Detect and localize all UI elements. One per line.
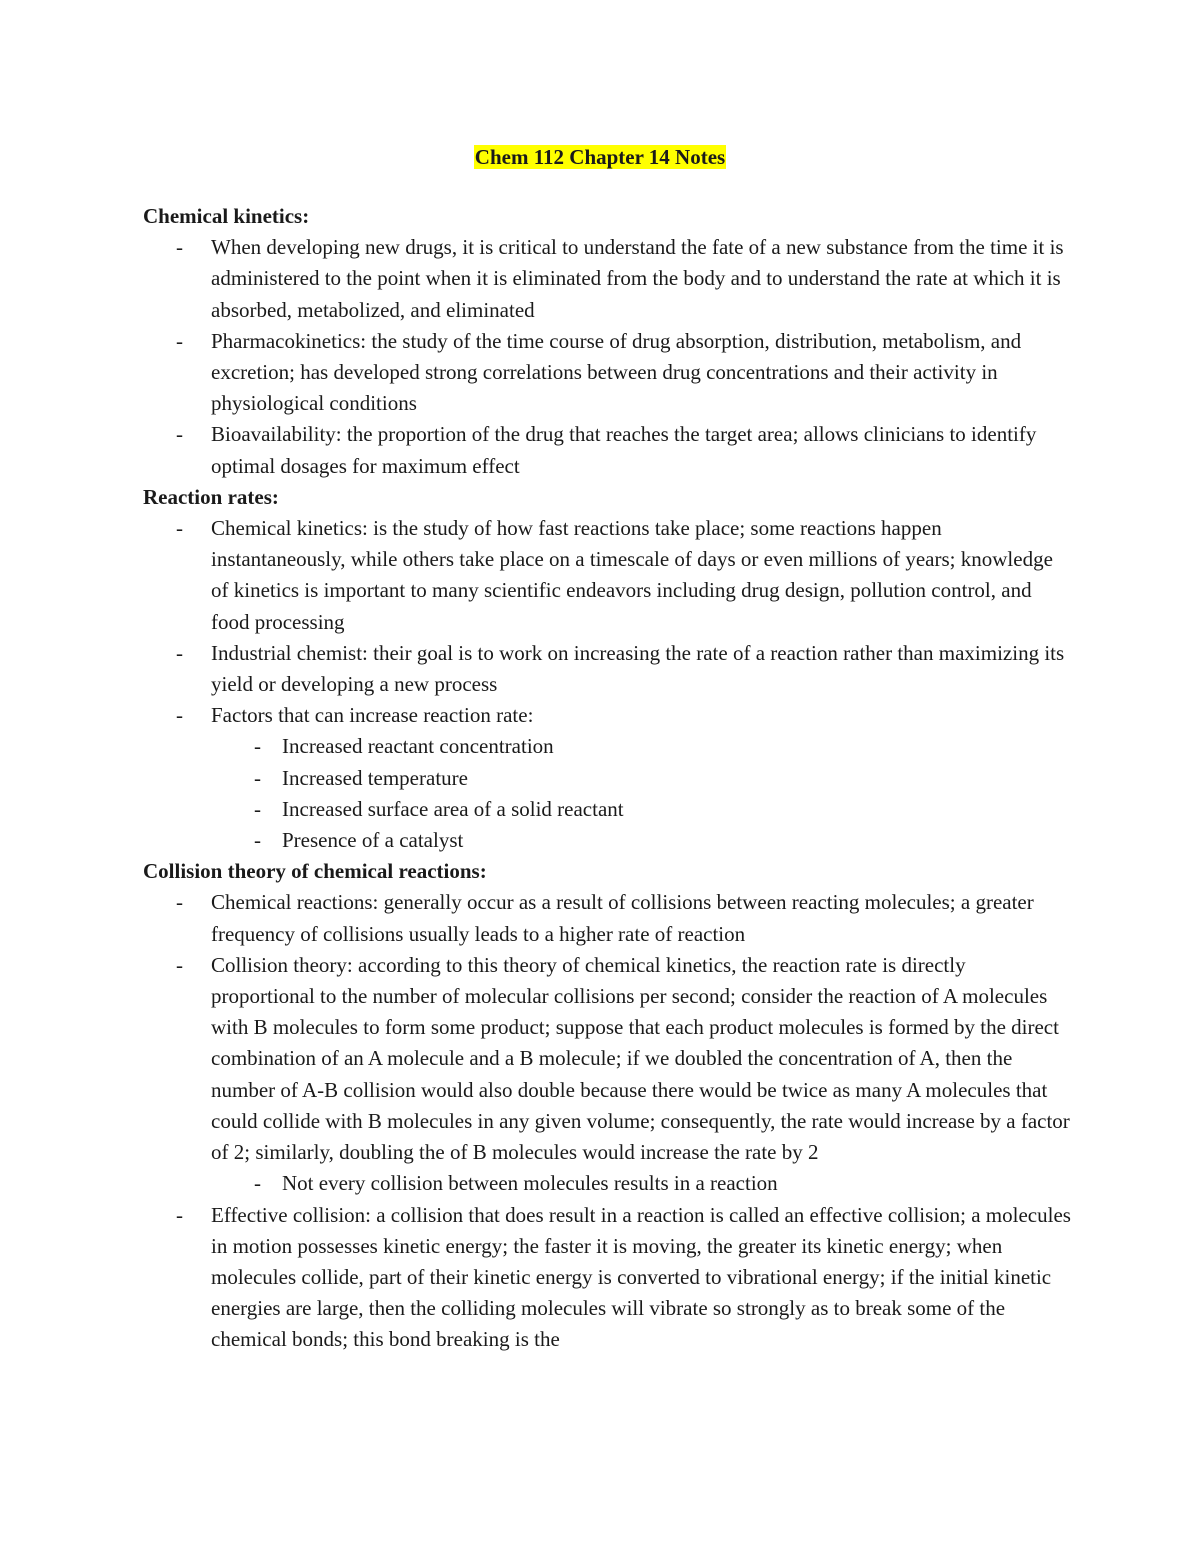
list-item xyxy=(143,638,1073,700)
sub-list-item xyxy=(214,763,1073,794)
list-item xyxy=(143,950,1073,1168)
sub-list-item-text: Increased reactant concentration xyxy=(282,734,554,759)
bullet-dash: - xyxy=(176,703,183,728)
list-item xyxy=(143,513,1073,638)
section-heading-chemical-kinetics: Chemical kinetics: xyxy=(143,204,310,228)
bullet-dash: - xyxy=(176,422,183,447)
list-item-text: Effective collision: a collision that does result in a reaction is called an effective collision; a molecules in motion possesses kinetic energy; the faster it is moving, the greater its kinetic energy; when molecules collide, part of their kinetic energy is converted to vibrational energy; if the initial kinetic energies are large, then the colliding molecules will vibrate so strongly as to break some of the chemical bonds; this bond breaking is the xyxy=(211,1202,1071,1352)
title-block xyxy=(0,142,1200,173)
list-item-text: Chemical kinetics: is the study of how fast reactions take place; some reactions happen instantaneously, while others take place on a timescale of days or even millions of years; knowledge of kinetics is important to many scientific endeavors including drug design, pollution control, and food processing xyxy=(211,516,1053,634)
sub-list-item-text: Presence of a catalyst xyxy=(282,828,464,853)
list-item-text: Collision theory: according to this theory of chemical kinetics, the reaction rate is directly proportional to the number of molecular collisions per second; consider the reaction of A molecules with B molecules to form some product; suppose that each product molecules is formed by the direct combination of an A molecule and a B molecule; if we doubled the concentration of A, then the number of A-B collision would also double because there would be twice as many A molecules that could collide with B molecules in any given volume; consequently, the rate would increase by a factor of 2; similarly, doubling the of B molecules would increase the rate by 2 xyxy=(211,952,1070,1165)
bullet-dash: - xyxy=(176,952,183,977)
sub-list-item-text: Increased surface area of a solid reactant xyxy=(282,796,624,821)
bullet-dash: - xyxy=(176,890,183,915)
sub-list-item-text: Not every collision between molecules results in a reaction xyxy=(282,1171,778,1196)
section-heading-reaction-rates: Reaction rates: xyxy=(143,484,279,509)
bullet-dash: - xyxy=(176,1202,183,1227)
sub-list-item xyxy=(214,794,1073,825)
bullet-dash: - xyxy=(176,328,183,353)
list-item xyxy=(143,232,1073,326)
list-item-text: Factors that can increase reaction rate: xyxy=(211,703,534,728)
list-item-text: When developing new drugs, it is critical to understand the fate of a new substance from the time it is administered to the point when it is eliminated from the body and to understand the rate at which it is absorbed, metabolized, and eliminated xyxy=(211,235,1064,322)
list-item xyxy=(143,700,1073,731)
bullet-dash: - xyxy=(176,235,183,260)
list-item xyxy=(143,419,1073,481)
sub-list xyxy=(214,1168,1073,1199)
list-item xyxy=(143,1200,1073,1356)
bullet-dash: - xyxy=(254,734,261,759)
list-item-text: Industrial chemist: their goal is to work on increasing the rate of a reaction rather than maximizing its yield or developing a new process xyxy=(211,640,1065,697)
list-item-text: Bioavailability: the proportion of the drug that reaches the target area; allows clinicians to identify optimal dosages for maximum effect xyxy=(211,422,1037,478)
notes-content xyxy=(143,201,1073,1356)
bullet-dash: - xyxy=(254,765,261,790)
bullet-dash: - xyxy=(176,640,183,665)
list-item-text: Pharmacokinetics: the study of the time course of drug absorption, distribution, metabolism, and excretion; has developed strong correlations between drug concentrations and their activity in physiological conditions xyxy=(211,328,1022,416)
sub-list-item xyxy=(214,1168,1073,1199)
bullet-dash: - xyxy=(254,828,261,853)
sub-list-item xyxy=(214,825,1073,856)
sub-list-item xyxy=(214,731,1073,762)
list-item-text: Chemical reactions: generally occur as a result of collisions between reacting molecules; a greater frequency of collisions usually leads to a higher rate of reaction xyxy=(211,890,1034,946)
page-title: Chem 112 Chapter 14 Notes xyxy=(474,145,726,169)
section-heading-collision-theory: Collision theory of chemical reactions: xyxy=(143,859,487,884)
sub-list-item-text: Increased temperature xyxy=(282,765,468,790)
bullet-dash: - xyxy=(176,516,183,541)
list-item xyxy=(143,887,1073,949)
list-item xyxy=(143,326,1073,420)
bullet-dash: - xyxy=(254,796,261,821)
bullet-dash: - xyxy=(254,1171,261,1196)
sub-list xyxy=(214,731,1073,856)
